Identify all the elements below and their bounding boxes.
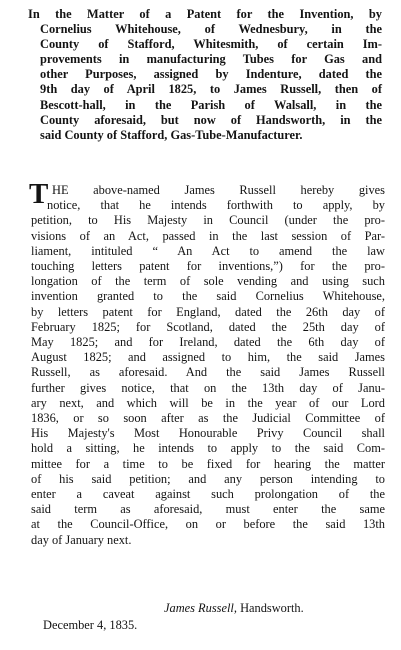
body-line: HE above-named James Russell hereby gives [52, 183, 385, 197]
body-line: invention granted to the said Cornelius Whitehouse, [31, 289, 385, 304]
heading-line: 9th day of April 1825, to James Russell, then of [40, 82, 382, 97]
signatory-place: Handsworth. [240, 601, 304, 615]
body-line: enter a caveat against such prolongation of the [31, 487, 385, 502]
body-line: said term as aforesaid, must enter the same [31, 502, 385, 517]
body-line: Russell, as aforesaid. And the said James Russell [31, 365, 385, 380]
body-line: by letters patent for England, dated the 26th day of [31, 304, 385, 319]
notice-heading [28, 7, 382, 143]
body-line: 1836, or so soon after as the Judicial Committee of [31, 411, 385, 426]
body-line: notice, that he intends forthwith to apply, by [47, 198, 385, 213]
body-line: petition, to His Majesty in Council (under the pro- [31, 213, 385, 228]
heading-line: Bescott-hall, in the Parish of Walsall, in the [40, 97, 382, 112]
body-line: of his said petition; and any person intending to [31, 471, 385, 486]
body-line: day of January next. [31, 532, 132, 547]
heading-line: County aforesaid, but now of Handsworth, in the [40, 112, 382, 127]
body-line: at the Council-Office, on or before the said 13th [31, 517, 385, 532]
body-line: ary next, and which will be in the year of our Lord [31, 395, 385, 410]
heading-line: Cornelius Whitehouse, of Wednesbury, in the [40, 22, 382, 37]
heading-line: County of Stafford, Whitesmith, of certain Im- [40, 37, 382, 52]
heading-line: In the Matter of a Patent for the Invention, by [28, 7, 382, 21]
body-line: hold a sitting, he intends to apply to the said Com- [31, 441, 385, 456]
body-line: touching letters patent for inventions,”) for the pro- [31, 259, 385, 274]
heading-line: provements in manufacturing Tubes for Gas and [40, 52, 382, 67]
body-line: August 1825; and assigned to him, the said James [31, 350, 385, 365]
signature [164, 601, 304, 616]
body-line: His Majesty's Most Honourable Privy Council shall [31, 426, 385, 441]
notice-body [31, 183, 385, 548]
body-line: May 1825; and for Ireland, dated the 6th day of [31, 335, 385, 350]
signatory-name: James Russell, [164, 601, 237, 615]
body-line: longation of the term of sole vending and using such [31, 274, 385, 289]
heading-line: said County of Stafford, Gas-Tube-Manufacturer. [40, 127, 303, 142]
heading-line: other Purposes, assigned by Indenture, dated the [40, 67, 382, 82]
body-line: mittee for a time to be fixed for hearing the matter [31, 456, 385, 471]
drop-cap: T [29, 178, 49, 210]
body-line: February 1825; for Scotland, dated the 25th day of [31, 319, 385, 334]
body-line: liament, intituled “ An Act to amend the law [31, 243, 385, 258]
body-line: visions of an Act, passed in the last session of Par- [31, 228, 385, 243]
body-line: further gives notice, that on the 13th day of Janu- [31, 380, 385, 395]
notice-date: December 4, 1835. [43, 618, 138, 632]
